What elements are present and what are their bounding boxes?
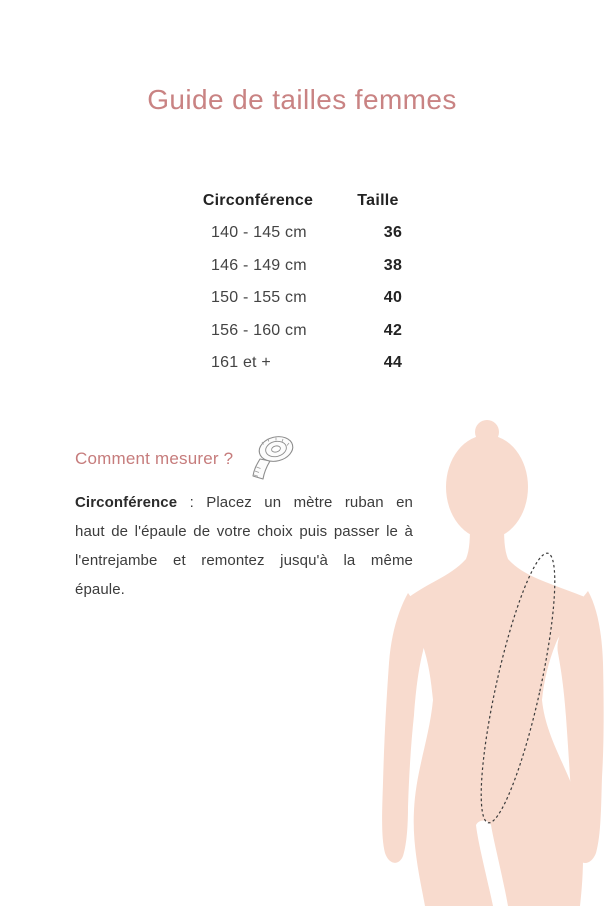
column-header-circumference: Circonférence <box>202 191 314 209</box>
circumference-value: 150 - 155 cm <box>211 289 307 307</box>
size-value: 40 <box>383 289 403 307</box>
table-row <box>196 217 443 250</box>
page-title: Guide de tailles femmes <box>147 84 457 115</box>
description-line: haut de l'épaule de votre choix puis passer le à <box>75 523 413 540</box>
column-header-size: Taille <box>357 191 399 209</box>
size-value: 36 <box>383 224 403 242</box>
description-line: épaule. <box>75 581 125 598</box>
table-row <box>196 347 443 380</box>
table-row <box>196 250 443 283</box>
description-line: l'entrejambe et remontez jusqu'à la même <box>75 552 413 569</box>
circumference-value: 140 - 145 cm <box>211 224 307 242</box>
description-line: Circonférence : Placez un mètre ruban en <box>75 494 413 511</box>
circumference-value: 156 - 160 cm <box>211 321 307 339</box>
table-row <box>196 315 443 348</box>
size-value: 38 <box>383 256 403 274</box>
torso-and-legs <box>404 521 590 906</box>
measure-heading: Comment mesurer ? <box>75 449 234 468</box>
table-row <box>196 282 443 315</box>
woman-silhouette <box>378 415 604 906</box>
measuring-tape-icon <box>249 434 297 482</box>
table-header-row <box>196 184 443 217</box>
size-value: 44 <box>383 354 403 372</box>
circumference-value: 146 - 149 cm <box>211 256 307 274</box>
measure-description <box>75 488 413 604</box>
description-term: Circonférence <box>75 494 178 511</box>
size-table <box>196 184 443 380</box>
circumference-value: 161 et + <box>211 354 271 372</box>
size-value: 42 <box>383 321 403 339</box>
